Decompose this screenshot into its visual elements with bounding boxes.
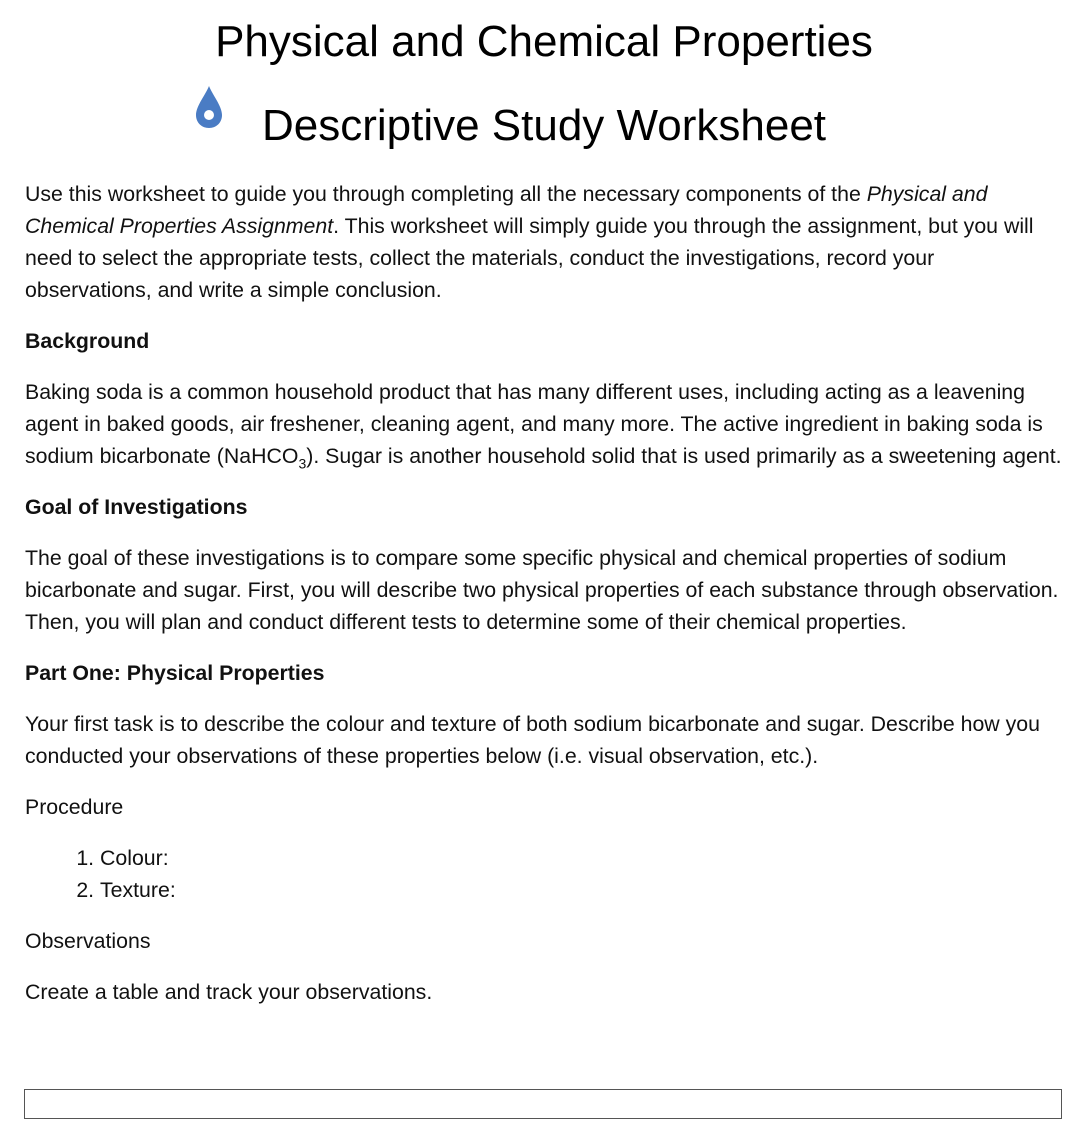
goal-heading: Goal of Investigations <box>25 495 248 519</box>
goal-paragraph: The goal of these investigations is to compare some specific physical and chemical properties of sodium bicarbonate and sugar. First, you will describe two physical properties of each substance through observation. Then, you will plan and conduct different tests to determine some of their chemical properties. <box>25 546 1059 634</box>
assignment-name: Physical and Chemical Properties Assignment <box>25 182 988 238</box>
chemical-subscript: 3 <box>298 455 307 472</box>
observations-table-box[interactable] <box>24 1089 1062 1119</box>
procedure-item-texture: 2. Texture: <box>100 874 1065 906</box>
procedure-label: Procedure <box>25 795 124 819</box>
part-one-heading: Part One: Physical Properties <box>25 661 325 685</box>
background-paragraph: Baking soda is a common household product that has many different uses, including acting as a leavening agent in baked goods, air freshener, cleaning agent, and many more. The active ingredient in baking soda is sodium bicarbonate (NaHCO$_3$). Sugar is another household solid that is used primarily as a sweetening agent. <box>25 380 1062 472</box>
observations-label: Observations <box>25 929 151 953</box>
worksheet-content <box>25 178 1065 1027</box>
part-one-paragraph: Your first task is to describe the colour and texture of both sodium bicarbonate and sugar. Describe how you conducted your observations of these properties below (i.e. visual observation, etc.). <box>25 712 1040 768</box>
observations-instruction: Create a table and track your observations. <box>25 980 433 1004</box>
page-title: Physical and Chemical Properties <box>215 17 873 66</box>
water-drop-icon <box>194 84 224 130</box>
intro-paragraph: Use this worksheet to guide you through completing all the necessary components of the Physical and Chemical Properties Assignment. This worksheet will simply guide you through the assignment, but you will need to select the appropriate tests, collect the materials, conduct the investigations, record your observations, and write a simple conclusion. <box>25 182 1034 302</box>
procedure-item-colour: 1. Colour: <box>100 842 1065 874</box>
page-subtitle: Descriptive Study Worksheet <box>261 101 827 150</box>
title-block <box>0 14 1080 154</box>
procedure-list <box>25 842 1065 906</box>
background-heading: Background <box>25 329 150 353</box>
